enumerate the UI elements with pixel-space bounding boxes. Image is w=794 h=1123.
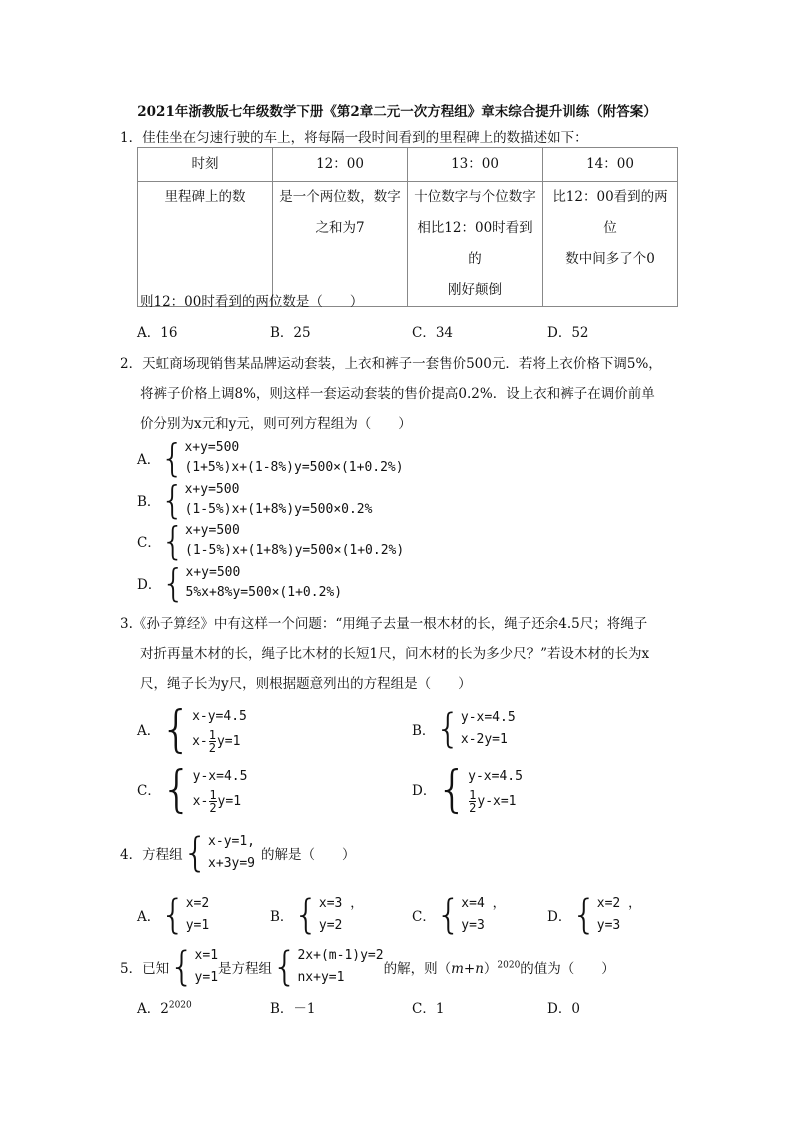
q5-option-a[interactable]: A．$2^{2020}$ — [137, 1000, 192, 1017]
q1-stem: 1．佳佳坐在匀速行驶的车上，将每隔一段时间看到的里程碑上的数描述如下： — [120, 130, 588, 146]
q4-option-c[interactable]: C． { x=4 ， y=3 — [412, 892, 506, 938]
q1-table — [137, 147, 678, 307]
q5-option-b[interactable]: B．－1 — [270, 1001, 316, 1017]
brace-icon: { — [272, 944, 298, 990]
q2-option-b[interactable]: B． { x+y=500 (1-5%)x+(1+8%)y=500×0.2% — [137, 478, 373, 522]
q3-option-b[interactable]: B． { y-x=4.5 x-2y=1 — [412, 706, 516, 752]
q1-option-a[interactable]: A．16 — [137, 325, 178, 341]
q5-option-c[interactable]: C．1 — [412, 1001, 445, 1017]
q4-option-d[interactable]: D． { x=2 ， y=3 — [547, 892, 642, 938]
brace-icon: { — [161, 561, 186, 605]
q2-option-d[interactable]: D． { x+y=500 5%x+8%y=500×(1+0.2%) — [137, 561, 343, 605]
brace-icon: { — [169, 944, 195, 990]
q2-line-3: 价分别为x元和y元，则可列方程组为（ ） — [140, 416, 412, 432]
table-cell-14: 比12：00看到的两位 数中间多了个0 — [543, 182, 678, 307]
q2-option-a[interactable]: A． { x+y=500 (1+5%)x+(1-8%)y=500×(1+0.2%) — [137, 436, 404, 480]
q2-line-1: 2．天虹商场现销售某品牌运动套装，上衣和裤子一套售价500元．若将上衣价格下调5%， — [120, 356, 662, 372]
fraction-half: $\frac{1}{2}$ — [469, 787, 477, 815]
q4-option-b[interactable]: B． { x=3 ， y=2 — [270, 892, 364, 938]
q2-option-c[interactable]: C． { x+y=500 (1-5%)x+(1+8%)y=500×(1+0.2%) — [137, 519, 405, 563]
q4-stem: 4．方程组 { x-y=1, x+3y=9 的解是（ ） — [120, 830, 356, 876]
brace-icon: { — [436, 760, 469, 818]
q2-line-2: 将裤子价格上调8%，则这样一套运动套装的售价提高0.2%．设上衣和裤子在调价前单 — [140, 386, 655, 402]
q3-option-c[interactable]: C． { y-x=4.5 x- $\frac{1}{2}$ y=1 — [137, 760, 248, 818]
brace-icon: { — [571, 892, 597, 938]
table-cell-12: 是一个两位数，数字 之和为7 — [273, 182, 408, 307]
fraction-half: $\frac{1}{2}$ — [208, 727, 216, 755]
brace-icon: { — [160, 760, 193, 818]
q1-option-b[interactable]: B．25 — [270, 325, 311, 341]
table-row-label: 里程碑上的数 — [138, 182, 273, 307]
q1-option-d[interactable]: D．52 — [547, 325, 589, 341]
table-header-time: 时刻 — [138, 148, 273, 182]
page-title: 2021年浙教版七年级数学下册《第2章二元一次方程组》章末综合提升训练（附答案） — [137, 104, 657, 120]
q1-question: 则12：00时看到的两位数是（ ） — [140, 294, 364, 310]
q3-option-a[interactable]: A． { x-y=4.5 x- $\frac{1}{2}$ y=1 — [137, 700, 247, 758]
table-header-12: 12：00 — [273, 148, 408, 182]
brace-icon: { — [160, 478, 185, 522]
q4-option-a[interactable]: A． { x=2 y=1 — [137, 892, 210, 938]
table-cell-13: 十位数字与个位数字 相比12：00时看到的 刚好颠倒 — [408, 182, 543, 307]
brace-icon: { — [182, 830, 209, 876]
q5-stem: 5．已知 { x=1 y=1 是方程组 { 2x+(m-1)y=2 nx+y=1 的解，则$(m+n)^{2020}$的值为（ ） — [120, 944, 615, 990]
q3-line-1: 3.《孙子算经》中有这样一个问题：“用绳子去量一根木材的长，绳子还余4.5尺；将绳子 — [120, 616, 648, 632]
q3-line-3: 尺，绳子长为y尺，则根据题意列出的方程组是（ ） — [140, 676, 472, 692]
q1-option-c[interactable]: C．34 — [412, 325, 454, 341]
table-header-13: 13：00 — [408, 148, 543, 182]
brace-icon: { — [435, 706, 461, 752]
q3-line-2: 对折再量木材的长，绳子比木材的长短1尺，问木材的长为多少尺？”若设木材的长为x — [140, 646, 650, 662]
brace-icon: { — [160, 519, 186, 563]
brace-icon: { — [160, 700, 193, 758]
q5-option-d[interactable]: D．0 — [547, 1001, 580, 1017]
fraction-half: $\frac{1}{2}$ — [209, 787, 217, 815]
table-header-14: 14：00 — [543, 148, 678, 182]
brace-icon: { — [435, 892, 462, 938]
brace-icon: { — [160, 436, 185, 480]
q3-option-d[interactable]: D． { y-x=4.5 $\frac{1}{2}$ y-x=1 — [412, 760, 523, 818]
brace-icon: { — [293, 892, 319, 938]
brace-icon: { — [160, 892, 186, 938]
